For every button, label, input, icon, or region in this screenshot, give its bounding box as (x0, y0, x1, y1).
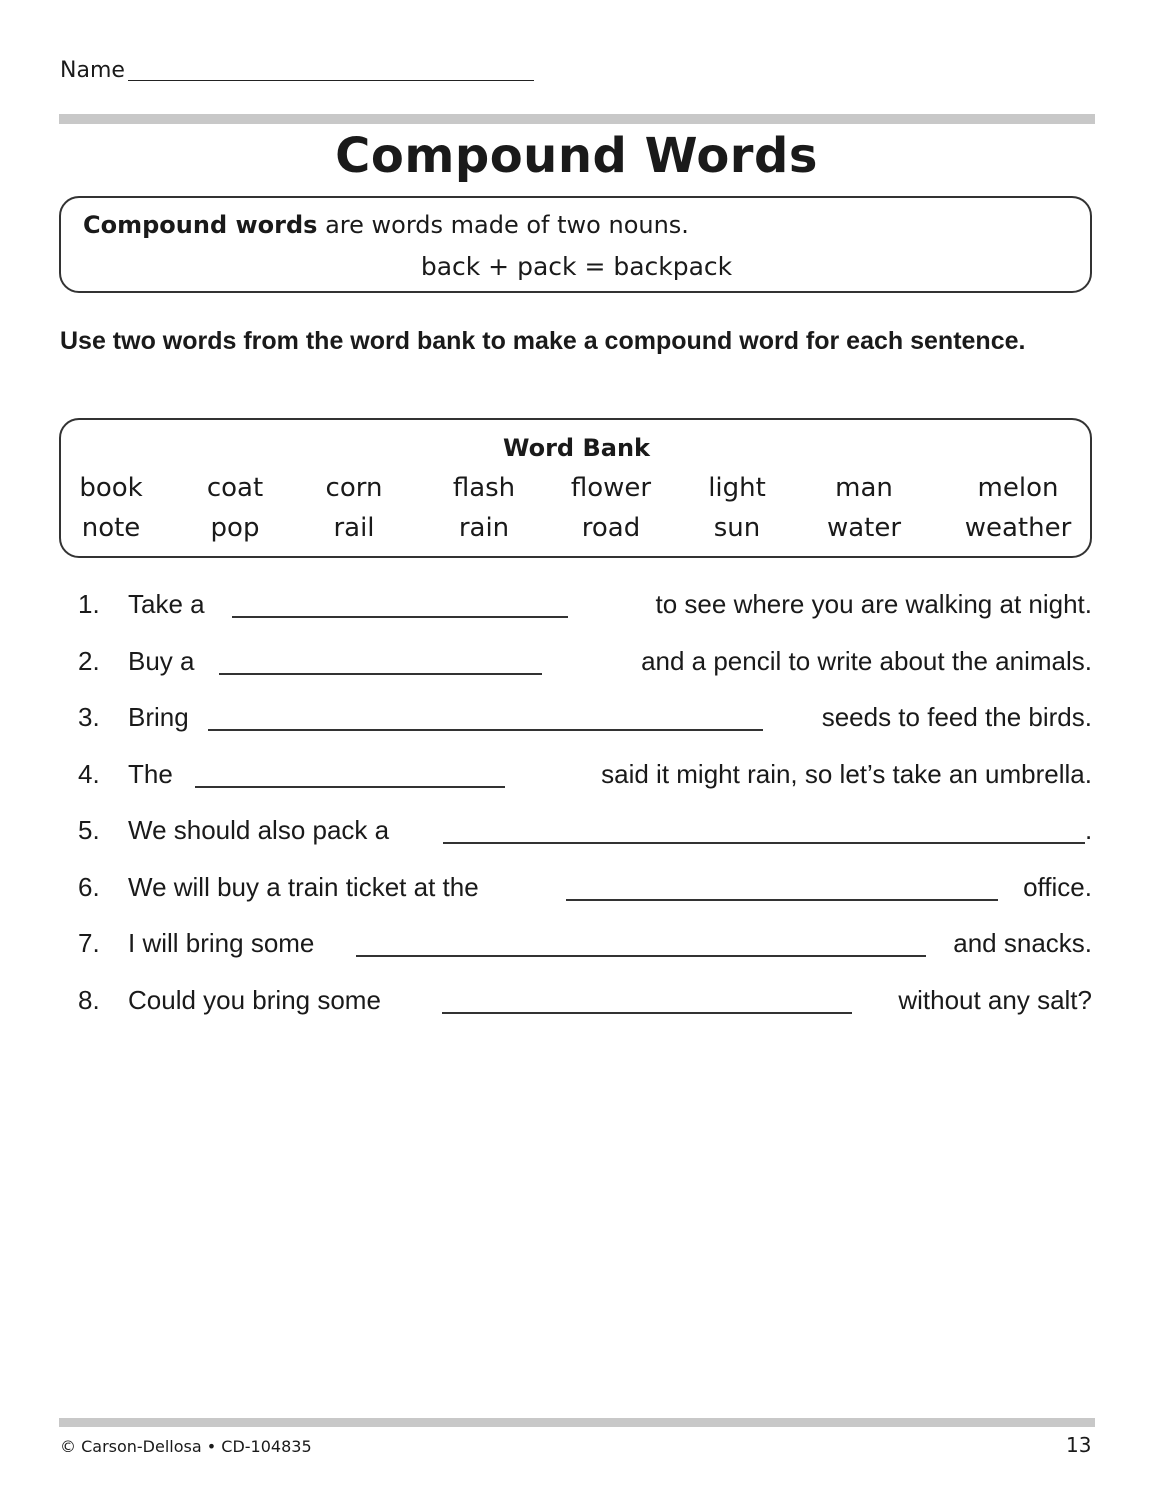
answer-blank[interactable] (356, 955, 926, 957)
sentence-number: 6. (78, 872, 100, 902)
word-bank-word: light (708, 473, 766, 503)
word-bank-word: coat (206, 473, 264, 503)
word-bank-word: flash (452, 473, 516, 503)
bottom-divider (59, 1418, 1095, 1427)
sentence-number: 5. (78, 815, 100, 845)
sentence-text-after: and snacks. (953, 928, 1092, 958)
name-label: Name (60, 58, 125, 83)
word-bank-word: melon (977, 473, 1059, 503)
sentence-text-after: without any salt? (898, 985, 1092, 1015)
sentence-text-before: Bring (128, 702, 189, 732)
sentence-text-before: Buy a (128, 646, 195, 676)
word-bank-word: book (79, 473, 143, 503)
sentence-text-before: We should also pack a (128, 815, 390, 845)
sentence-number: 4. (78, 759, 100, 789)
definition-term: Compound words (83, 211, 318, 239)
instructions: Use two words from the word bank to make a compound word for each sentence. (60, 327, 1026, 355)
word-bank-word: sun (713, 513, 761, 543)
copyright: © Carson-Dellosa • CD-104835 (60, 1437, 312, 1456)
sentence-text-after: office. (1023, 872, 1092, 902)
word-bank-word: rain (458, 513, 510, 543)
top-divider (59, 114, 1095, 124)
word-bank-word: road (581, 513, 641, 543)
word-bank-word: water (826, 513, 902, 543)
sentence-text-before: We will buy a train ticket at the (128, 872, 479, 902)
sentence-number: 3. (78, 702, 100, 732)
sentence-text-after: to see where you are walking at night. (655, 589, 1092, 619)
definition-text (83, 211, 689, 239)
answer-blank[interactable] (442, 1012, 852, 1014)
answer-blank[interactable] (443, 842, 1085, 844)
sentence-number: 2. (78, 646, 100, 676)
sentence-text-before: Could you bring some (128, 985, 381, 1015)
definition-example: back + pack = backpack (420, 252, 733, 281)
answer-blank[interactable] (232, 616, 568, 618)
answer-blank[interactable] (219, 673, 542, 675)
word-bank-word: weather (964, 513, 1072, 543)
sentence-text-after: seeds to feed the birds. (821, 702, 1092, 732)
sentence-text-after: . (1085, 815, 1093, 845)
answer-blank[interactable] (566, 899, 998, 901)
answer-blank[interactable] (208, 729, 763, 731)
definition-body: are words made of two nouns. (317, 211, 689, 239)
sentence-text-after: said it might rain, so let’s take an umbrella. (601, 759, 1092, 789)
word-bank-word: man (835, 473, 893, 503)
page-number: 13 (1066, 1433, 1092, 1457)
sentence-text-before: Take a (128, 589, 205, 619)
sentence-text-before: The (128, 759, 173, 789)
sentence-number: 8. (78, 985, 100, 1015)
sentence-number: 7. (78, 928, 100, 958)
word-bank-title: Word Bank (502, 434, 650, 462)
sentence-number: 1. (78, 589, 100, 619)
word-bank-word: flower (570, 473, 652, 503)
word-bank-word: pop (210, 513, 260, 543)
word-bank-word: corn (325, 473, 383, 503)
page-title: Compound Words (335, 128, 818, 184)
word-bank-word: rail (333, 513, 375, 543)
answer-blank[interactable] (195, 786, 505, 788)
name-line[interactable] (128, 80, 534, 81)
word-bank-word: note (81, 513, 141, 543)
sentence-text-after: and a pencil to write about the animals. (641, 646, 1092, 676)
sentence-text-before: I will bring some (128, 928, 315, 958)
